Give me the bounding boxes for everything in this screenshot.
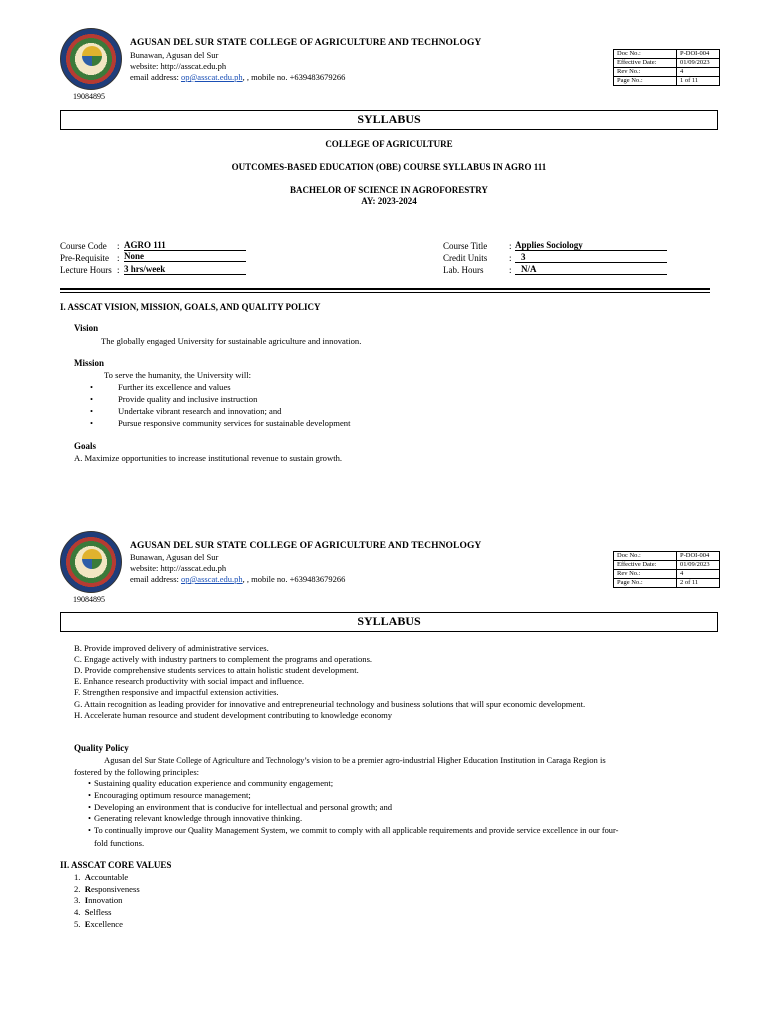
core-value-rest: ccountable (90, 872, 129, 882)
course-code-label: Course Code (60, 241, 107, 251)
course-title-value: Applies Sociology (515, 240, 667, 251)
rev-no-label: Rev No.: (614, 570, 677, 579)
table-row (614, 561, 720, 570)
core-value-number: 2. (74, 884, 81, 894)
rev-no-label: Rev No.: (614, 68, 677, 77)
course-code-value: AGRO 111 (124, 240, 246, 251)
section-heading-core-values: II. ASSCAT CORE VALUES (60, 860, 172, 870)
table-row (614, 59, 720, 68)
goals-label: Goals (74, 441, 97, 451)
institution-name: AGUSAN DEL SUR STATE COLLEGE OF AGRICULTURE AND TECHNOLOGY (130, 541, 482, 551)
core-value-rest: esponsiveness (90, 884, 140, 894)
rev-no-value: 4 (677, 570, 720, 579)
goal-c: C. Engage actively with industry partners to complement the programs and operations. (74, 654, 373, 664)
core-value-item (74, 894, 122, 906)
email-suffix: , , mobile no. +639483679266 (242, 72, 346, 82)
core-value-rest: nnovation (88, 895, 123, 905)
core-value-item (74, 918, 123, 930)
list-item: • Further its excellence and values (118, 381, 231, 393)
institution-website[interactable]: website: http://asscat.edu.ph (130, 61, 227, 71)
core-value-number: 3. (74, 895, 81, 905)
effective-date-value: 01/09/2023 (677, 59, 720, 68)
table-row (614, 77, 720, 86)
goal-g: G. Attain recognition as leading provider for innovative and entrepreneurial technology and business solutions that will spur economic development. (74, 699, 586, 709)
list-item: • Sustaining quality education experience and community engagement; (94, 778, 333, 790)
institution-contact (130, 574, 345, 585)
email-link[interactable]: op@asscat.edu.ph (180, 574, 243, 584)
divider (60, 292, 710, 293)
quality-policy-line1c: -industrial Higher Education Institution in Caraga Region is (399, 755, 606, 765)
list-item: • Generating relevant knowledge through innovative thinking. (94, 813, 302, 825)
core-value-initial: I (84, 895, 89, 905)
goal-d: D. Provide comprehensive students services to attain holistic student development. (74, 665, 359, 675)
list-item: • Undertake vibrant research and innovation; and (118, 405, 281, 417)
colon: : (117, 265, 120, 275)
credit-units-value: 3 (515, 252, 667, 263)
table-row (614, 579, 720, 588)
college-seal-logo (60, 28, 122, 90)
rev-no-value: 4 (677, 68, 720, 77)
email-prefix: email address: (130, 574, 181, 584)
institution-website[interactable]: website: http://asscat.edu.ph (130, 563, 227, 573)
section-heading-vision-mission: I. ASSCAT VISION, MISSION, GOALS, AND QUALITY POLICY (60, 302, 321, 312)
core-value-initial: E (84, 919, 91, 929)
syllabus-title-box: SYLLABUS (60, 612, 718, 632)
college-name: COLLEGE OF AGRICULTURE (325, 139, 453, 149)
email-suffix: , , mobile no. +639483679266 (242, 574, 346, 584)
list-item: • Encouraging optimum resource management; (94, 790, 251, 802)
doc-no-label: Doc No.: (614, 50, 677, 59)
page-no-label: Page No.: (614, 77, 677, 86)
syllabus-title-box: SYLLABUS (60, 110, 718, 130)
core-value-rest: xcellence (90, 919, 123, 929)
doc-no-value: P-DOI-004 (677, 552, 720, 561)
lecture-hours-label: Lecture Hours (60, 265, 112, 275)
institution-contact (130, 72, 345, 83)
table-row (614, 68, 720, 77)
goal-h: H. Accelerate human resource and student development contributing to knowledge economy (74, 710, 393, 720)
colon: : (117, 241, 120, 251)
colon: : (117, 253, 120, 263)
prereq-value: None (124, 251, 246, 262)
page-no-value: 2 of 11 (677, 579, 720, 588)
effective-date-label: Effective Date: (614, 561, 677, 570)
vision-text: The globally engaged University for sustainable agriculture and innovation. (101, 336, 362, 346)
quality-policy-last-line: fold functions. (94, 838, 145, 848)
course-syllabus-title: OUTCOMES-BASED EDUCATION (OBE) COURSE SYLLABUS IN AGRO 111 (231, 162, 547, 172)
colon: : (509, 253, 512, 263)
lab-hours-label: Lab. Hours (443, 265, 484, 275)
list-item: • Developing an environment that is conducive for intellectual and personal growth; and (94, 802, 392, 814)
goal-e: E. Enhance research productivity with social impact and influence. (74, 676, 305, 686)
list-item: • To continually improve our Quality Management System, we commit to comply with all applicable requirements and provide service excellence in our four- (94, 825, 618, 837)
doc-no-label: Doc No.: (614, 552, 677, 561)
core-value-initial: A (84, 872, 91, 882)
quality-policy-label: Quality Policy (74, 743, 129, 753)
quality-policy-line1b: del Sur State College of Agriculture and Technology’s vision to be a premier agro (132, 756, 400, 765)
colon: : (509, 241, 512, 251)
table-row (614, 50, 720, 59)
goal-f: F. Strengthen responsive and impactful extension activities. (74, 687, 279, 697)
mission-intro: To serve the humanity, the University will: (104, 370, 252, 380)
credit-units-label: Credit Units (443, 253, 488, 263)
doc-control-table (613, 49, 720, 86)
email-link[interactable]: op@asscat.edu.ph (180, 72, 243, 82)
academic-year: AY: 2023-2024 (361, 196, 417, 206)
divider (60, 288, 710, 290)
colon: : (509, 265, 512, 275)
core-value-number: 1. (74, 872, 81, 882)
mission-label: Mission (74, 358, 105, 368)
institution-name: AGUSAN DEL SUR STATE COLLEGE OF AGRICULTURE AND TECHNOLOGY (130, 38, 482, 48)
list-item: • Provide quality and inclusive instruction (118, 393, 257, 405)
quality-policy-line2: fostered by the following principles: (74, 767, 200, 777)
institution-address: Bunawan, Agusan del Sur (130, 552, 219, 562)
list-item: • Pursue responsive community services for sustainable development (118, 417, 350, 429)
seal-number: 19084895 (73, 92, 105, 101)
table-row (614, 552, 720, 561)
seal-number: 19084895 (73, 595, 105, 604)
program-name: BACHELOR OF SCIENCE IN AGROFORESTRY (290, 185, 488, 195)
quality-policy-line1a: Agusan (104, 755, 133, 765)
core-value-rest: elfless (89, 907, 112, 917)
core-value-initial: R (84, 884, 91, 894)
institution-address: Bunawan, Agusan del Sur (130, 50, 219, 60)
goal-a: A. Maximize opportunities to increase institutional revenue to sustain growth. (74, 453, 343, 463)
table-row (614, 570, 720, 579)
lab-hours-value: N/A (515, 264, 667, 275)
doc-no-value: P-DOI-004 (677, 50, 720, 59)
page-no-value: 1 of 11 (677, 77, 720, 86)
core-value-item (74, 906, 112, 918)
core-value-item (74, 871, 128, 883)
goal-b: B. Provide improved delivery of administrative services. (74, 643, 269, 653)
prereq-label: Pre-Requisite (60, 253, 109, 263)
lecture-hours-value: 3 hrs/week (124, 264, 246, 275)
core-value-number: 4. (74, 907, 81, 917)
course-title-label: Course Title (443, 241, 488, 251)
college-seal-logo (60, 531, 122, 593)
vision-label: Vision (74, 323, 99, 333)
page-no-label: Page No.: (614, 579, 677, 588)
doc-control-table (613, 551, 720, 588)
effective-date-label: Effective Date: (614, 59, 677, 68)
effective-date-value: 01/09/2023 (677, 561, 720, 570)
core-value-initial: S (84, 907, 90, 917)
core-value-number: 5. (74, 919, 81, 929)
email-prefix: email address: (130, 72, 181, 82)
